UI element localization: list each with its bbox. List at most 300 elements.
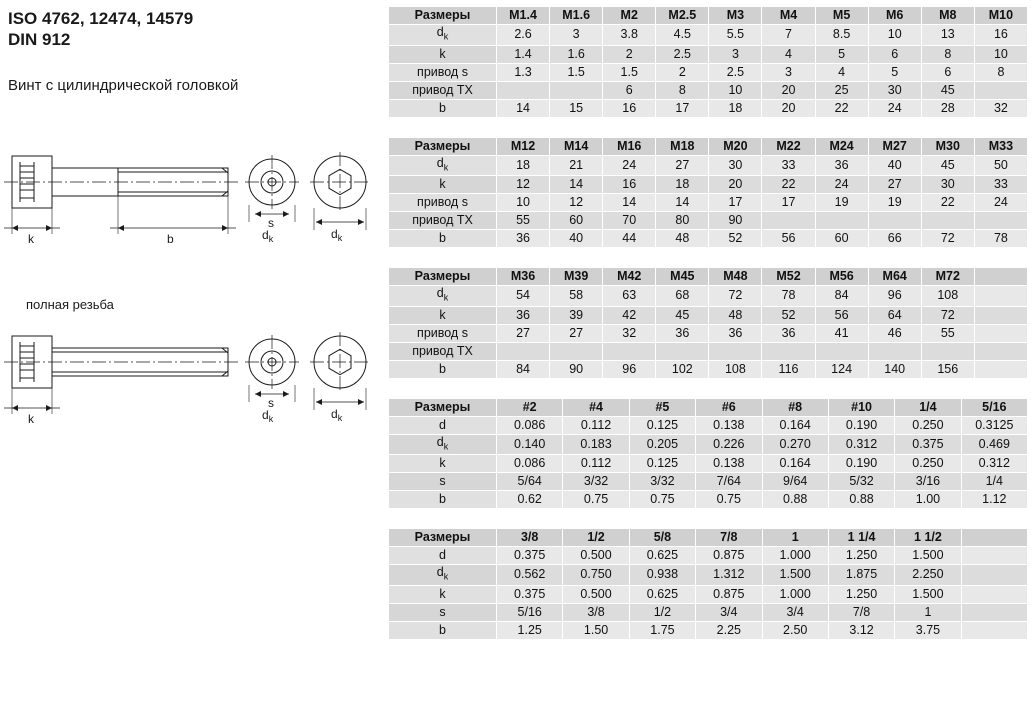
table-cell: 36 bbox=[497, 306, 550, 324]
table-cell: 96 bbox=[603, 360, 656, 378]
header-cell-size: M14 bbox=[550, 137, 603, 155]
table-cell: 60 bbox=[550, 212, 603, 230]
row-label: s bbox=[389, 603, 497, 621]
row-label: k bbox=[389, 455, 497, 473]
table-header-row bbox=[389, 398, 1028, 416]
table-cell bbox=[961, 565, 1027, 586]
table-cell: 14 bbox=[497, 99, 550, 117]
table-cell bbox=[868, 342, 921, 360]
table-cell: 48 bbox=[709, 306, 762, 324]
table-cell: 45 bbox=[921, 155, 974, 176]
header-cell-size bbox=[961, 529, 1027, 547]
table-cell: 56 bbox=[815, 306, 868, 324]
table-cell: 0.625 bbox=[629, 547, 695, 565]
table-cell: 1.5 bbox=[603, 63, 656, 81]
table-cell bbox=[550, 342, 603, 360]
table-cell: 0.75 bbox=[563, 491, 629, 509]
table-cell: 2.250 bbox=[895, 565, 961, 586]
table-cell bbox=[961, 621, 1027, 639]
table-cell: 7/8 bbox=[828, 603, 894, 621]
table-cell: 0.164 bbox=[762, 416, 828, 434]
table-cell: 4 bbox=[762, 45, 815, 63]
table-cell: 30 bbox=[868, 81, 921, 99]
table-cell: 0.112 bbox=[563, 416, 629, 434]
table-cell: 33 bbox=[762, 155, 815, 176]
table-cell: 22 bbox=[762, 176, 815, 194]
table-cell: 64 bbox=[868, 306, 921, 324]
table-cell: 20 bbox=[762, 99, 815, 117]
table-cell: 5.5 bbox=[709, 25, 762, 46]
header-cell-size: M36 bbox=[497, 268, 550, 286]
table-cell: 0.469 bbox=[961, 434, 1027, 455]
table-cell: 20 bbox=[762, 81, 815, 99]
table-cell: 3 bbox=[550, 25, 603, 46]
table-cell bbox=[974, 360, 1027, 378]
table-row bbox=[389, 306, 1028, 324]
table-header-row bbox=[389, 268, 1028, 286]
table-cell: 1.75 bbox=[629, 621, 695, 639]
table-cell: 60 bbox=[815, 230, 868, 248]
table-row bbox=[389, 416, 1028, 434]
row-label-text: d bbox=[436, 434, 444, 449]
row-label: привод s bbox=[389, 63, 497, 81]
table-cell: 45 bbox=[921, 81, 974, 99]
table-cell bbox=[815, 212, 868, 230]
header-cell-size: #10 bbox=[828, 398, 894, 416]
table-cell: 1 bbox=[895, 603, 961, 621]
table-cell: 0.62 bbox=[497, 491, 563, 509]
table-cell: 20 bbox=[709, 176, 762, 194]
row-label: b bbox=[389, 360, 497, 378]
table-cell: 0.88 bbox=[762, 491, 828, 509]
header-cell-size: M3 bbox=[709, 7, 762, 25]
table-cell: 3/8 bbox=[563, 603, 629, 621]
label-dk-3: $d_k$ bbox=[262, 408, 274, 424]
row-label-subscript: k bbox=[443, 31, 449, 42]
table-cell bbox=[974, 342, 1027, 360]
table-cell: 108 bbox=[709, 360, 762, 378]
header-cell-size: M16 bbox=[603, 137, 656, 155]
header-cell-size: M42 bbox=[603, 268, 656, 286]
table-cell: 45 bbox=[656, 306, 709, 324]
table-cell: 8 bbox=[974, 63, 1027, 81]
table-row bbox=[389, 324, 1028, 342]
table-cell: 8 bbox=[921, 45, 974, 63]
table-cell: 66 bbox=[868, 230, 921, 248]
table-cell: 78 bbox=[974, 230, 1027, 248]
table-cell: 12 bbox=[497, 176, 550, 194]
table-cell: 56 bbox=[762, 230, 815, 248]
table-cell: 1/2 bbox=[629, 603, 695, 621]
label-dk-1: $d_k$ bbox=[262, 228, 274, 244]
row-label: привод ТХ bbox=[389, 212, 497, 230]
row-label bbox=[389, 155, 497, 176]
table-cell: 0.125 bbox=[629, 416, 695, 434]
table-cell bbox=[550, 81, 603, 99]
header-cell-size-label: Размеры bbox=[389, 268, 497, 286]
table-cell bbox=[868, 212, 921, 230]
table-cell: 0.375 bbox=[497, 547, 563, 565]
label-s-2: s bbox=[268, 396, 274, 410]
table-cell: 10 bbox=[868, 25, 921, 46]
header-cell-size: 7/8 bbox=[696, 529, 762, 547]
table-cell: 4.5 bbox=[656, 25, 709, 46]
header-cell-size: M72 bbox=[921, 268, 974, 286]
row-label bbox=[389, 434, 497, 455]
table-cell: 50 bbox=[974, 155, 1027, 176]
table-cell: 44 bbox=[603, 230, 656, 248]
header-cell-size: M18 bbox=[656, 137, 709, 155]
label-dk-2: $d_k$ bbox=[331, 227, 343, 243]
row-label-subscript: k bbox=[443, 162, 449, 172]
dimension-table-metric-2 bbox=[388, 137, 1028, 249]
table-cell: 1.875 bbox=[828, 565, 894, 586]
table-row bbox=[389, 194, 1028, 212]
table-cell: 6 bbox=[603, 81, 656, 99]
table-cell: 13 bbox=[921, 25, 974, 46]
table-cell: 19 bbox=[815, 194, 868, 212]
table-cell: 0.086 bbox=[497, 416, 563, 434]
table-cell: 24 bbox=[974, 194, 1027, 212]
table-row bbox=[389, 455, 1028, 473]
table-cell: 0.270 bbox=[762, 434, 828, 455]
table-cell: 18 bbox=[497, 155, 550, 176]
table-cell: 3/4 bbox=[762, 603, 828, 621]
table-row bbox=[389, 565, 1028, 586]
header-cell-size: M56 bbox=[815, 268, 868, 286]
header-cell-size: M1.4 bbox=[497, 7, 550, 25]
row-label: b bbox=[389, 99, 497, 117]
table-cell bbox=[497, 342, 550, 360]
row-label: привод s bbox=[389, 324, 497, 342]
table-cell bbox=[921, 212, 974, 230]
table-cell: 90 bbox=[709, 212, 762, 230]
header-cell-size-label: Размеры bbox=[389, 398, 497, 416]
table-cell: 1.6 bbox=[550, 45, 603, 63]
table-cell: 16 bbox=[974, 25, 1027, 46]
table-cell bbox=[974, 286, 1027, 307]
table-cell: 3.8 bbox=[603, 25, 656, 46]
table-cell: 2.5 bbox=[656, 45, 709, 63]
table-cell: 0.88 bbox=[828, 491, 894, 509]
table-cell: 30 bbox=[921, 176, 974, 194]
table-cell: 1.000 bbox=[762, 547, 828, 565]
table-row bbox=[389, 81, 1028, 99]
header-cell-size: M64 bbox=[868, 268, 921, 286]
table-cell: 0.250 bbox=[895, 416, 961, 434]
table-cell: 18 bbox=[656, 176, 709, 194]
table-cell: 1.25 bbox=[497, 621, 563, 639]
table-cell: 3/32 bbox=[563, 473, 629, 491]
header-cell-size: M5 bbox=[815, 7, 868, 25]
header-cell-size: M1.6 bbox=[550, 7, 603, 25]
table-cell: 1.3 bbox=[497, 63, 550, 81]
table-cell: 25 bbox=[815, 81, 868, 99]
table-cell: 14 bbox=[656, 194, 709, 212]
table-cell: 96 bbox=[868, 286, 921, 307]
table-row bbox=[389, 212, 1028, 230]
table-cell: 68 bbox=[656, 286, 709, 307]
header-cell-size: M20 bbox=[709, 137, 762, 155]
table-cell: 0.3125 bbox=[961, 416, 1027, 434]
row-label: k bbox=[389, 176, 497, 194]
table-cell: 1.500 bbox=[895, 585, 961, 603]
header-cell-size: M27 bbox=[868, 137, 921, 155]
header-cell-size: M48 bbox=[709, 268, 762, 286]
table-cell: 0.938 bbox=[629, 565, 695, 586]
dimension-tables bbox=[388, 6, 1028, 659]
table-cell: 5/32 bbox=[828, 473, 894, 491]
table-cell: 0.250 bbox=[895, 455, 961, 473]
table-row bbox=[389, 434, 1028, 455]
row-label: k bbox=[389, 306, 497, 324]
table-cell: 1.50 bbox=[563, 621, 629, 639]
row-label: b bbox=[389, 491, 497, 509]
page-title bbox=[8, 8, 386, 51]
table-cell: 1.00 bbox=[895, 491, 961, 509]
table-cell: 90 bbox=[550, 360, 603, 378]
table-header-row bbox=[389, 137, 1028, 155]
table-cell: 9/64 bbox=[762, 473, 828, 491]
table-row bbox=[389, 603, 1028, 621]
table-cell: 1.4 bbox=[497, 45, 550, 63]
table-cell bbox=[497, 81, 550, 99]
table-cell: 1.312 bbox=[696, 565, 762, 586]
table-cell: 46 bbox=[868, 324, 921, 342]
table-cell: 14 bbox=[550, 176, 603, 194]
table-cell: 78 bbox=[762, 286, 815, 307]
table-cell: 124 bbox=[815, 360, 868, 378]
table-cell: 33 bbox=[974, 176, 1027, 194]
table-cell bbox=[921, 342, 974, 360]
table-cell: 2 bbox=[603, 45, 656, 63]
table-cell: 2.6 bbox=[497, 25, 550, 46]
table-cell bbox=[961, 603, 1027, 621]
table-row bbox=[389, 176, 1028, 194]
table-cell: 3/16 bbox=[895, 473, 961, 491]
table-cell: 0.086 bbox=[497, 455, 563, 473]
table-cell: 17 bbox=[656, 99, 709, 117]
table-cell bbox=[961, 547, 1027, 565]
table-cell: 10 bbox=[709, 81, 762, 99]
table-cell: 5 bbox=[815, 45, 868, 63]
table-cell: 5 bbox=[868, 63, 921, 81]
header-cell-size: M2 bbox=[603, 7, 656, 25]
table-cell: 16 bbox=[603, 99, 656, 117]
table-row bbox=[389, 621, 1028, 639]
row-label bbox=[389, 565, 497, 586]
table-cell: 15 bbox=[550, 99, 603, 117]
table-cell: 0.312 bbox=[961, 455, 1027, 473]
table-cell: 0.190 bbox=[828, 416, 894, 434]
header-cell-size: M52 bbox=[762, 268, 815, 286]
table-row bbox=[389, 491, 1028, 509]
table-row bbox=[389, 547, 1028, 565]
table-cell: 4 bbox=[815, 63, 868, 81]
table-row bbox=[389, 286, 1028, 307]
table-cell bbox=[815, 342, 868, 360]
table-row bbox=[389, 342, 1028, 360]
table-cell: 32 bbox=[974, 99, 1027, 117]
table-cell: 102 bbox=[656, 360, 709, 378]
table-cell: 0.140 bbox=[497, 434, 563, 455]
table-row bbox=[389, 360, 1028, 378]
header-cell-size: #2 bbox=[497, 398, 563, 416]
header-cell-size: 1 1/2 bbox=[895, 529, 961, 547]
table-cell: 70 bbox=[603, 212, 656, 230]
header-cell-size: #4 bbox=[563, 398, 629, 416]
dimension-table-metric-3 bbox=[388, 267, 1028, 379]
table-cell: 1.5 bbox=[550, 63, 603, 81]
label-dk-4: $d_k$ bbox=[331, 407, 343, 423]
table-cell: 3 bbox=[762, 63, 815, 81]
table-cell: 0.562 bbox=[497, 565, 563, 586]
table-cell: 0.875 bbox=[696, 585, 762, 603]
table-cell: 36 bbox=[709, 324, 762, 342]
table-cell: 14 bbox=[603, 194, 656, 212]
header-cell-size: 1 bbox=[762, 529, 828, 547]
header-cell-size: M39 bbox=[550, 268, 603, 286]
header-cell-size-label: Размеры bbox=[389, 7, 497, 25]
table-cell: 22 bbox=[815, 99, 868, 117]
dimension-table-inch-1 bbox=[388, 398, 1028, 510]
table-cell: 27 bbox=[497, 324, 550, 342]
table-cell: 0.625 bbox=[629, 585, 695, 603]
table-cell: 27 bbox=[868, 176, 921, 194]
row-label bbox=[389, 286, 497, 307]
table-cell: 3.12 bbox=[828, 621, 894, 639]
header-cell-size: M30 bbox=[921, 137, 974, 155]
table-cell: 1.500 bbox=[762, 565, 828, 586]
row-label: k bbox=[389, 585, 497, 603]
table-cell: 0.190 bbox=[828, 455, 894, 473]
table-cell: 0.138 bbox=[696, 455, 762, 473]
table-cell bbox=[709, 342, 762, 360]
table-cell: 84 bbox=[497, 360, 550, 378]
full-thread-note: полная резьба bbox=[26, 297, 114, 312]
table-cell: 55 bbox=[497, 212, 550, 230]
header-cell-size: 1/4 bbox=[895, 398, 961, 416]
header-cell-size: #8 bbox=[762, 398, 828, 416]
header-cell-size-label: Размеры bbox=[389, 137, 497, 155]
table-cell: 0.500 bbox=[563, 547, 629, 565]
product-subtitle: Винт с цилиндрической головкой bbox=[8, 76, 239, 94]
table-cell: 0.164 bbox=[762, 455, 828, 473]
header-cell-size: 3/8 bbox=[497, 529, 563, 547]
table-cell: 6 bbox=[868, 45, 921, 63]
title-block bbox=[0, 0, 386, 94]
header-cell-size: 1 1/4 bbox=[828, 529, 894, 547]
table-cell: 21 bbox=[550, 155, 603, 176]
table-cell: 0.125 bbox=[629, 455, 695, 473]
table-row bbox=[389, 473, 1028, 491]
row-label: s bbox=[389, 473, 497, 491]
table-cell: 0.75 bbox=[696, 491, 762, 509]
table-cell: 0.112 bbox=[563, 455, 629, 473]
table-header-row bbox=[389, 529, 1028, 547]
left-column bbox=[0, 0, 386, 703]
table-cell: 63 bbox=[603, 286, 656, 307]
table-cell: 6 bbox=[921, 63, 974, 81]
row-label: b bbox=[389, 230, 497, 248]
table-cell: 24 bbox=[868, 99, 921, 117]
table-cell: 2.5 bbox=[709, 63, 762, 81]
table-cell: 48 bbox=[656, 230, 709, 248]
table-row bbox=[389, 155, 1028, 176]
table-cell: 52 bbox=[762, 306, 815, 324]
table-cell: 108 bbox=[921, 286, 974, 307]
header-cell-size: M45 bbox=[656, 268, 709, 286]
table-cell: 3/32 bbox=[629, 473, 695, 491]
header-cell-size: M8 bbox=[921, 7, 974, 25]
row-label-text: d bbox=[436, 155, 444, 170]
table-cell bbox=[762, 342, 815, 360]
table-cell: 2.50 bbox=[762, 621, 828, 639]
table-cell: 0.226 bbox=[696, 434, 762, 455]
table-cell: 40 bbox=[550, 230, 603, 248]
row-label: привод s bbox=[389, 194, 497, 212]
table-cell: 36 bbox=[762, 324, 815, 342]
table-cell: 156 bbox=[921, 360, 974, 378]
standard-line-1: ISO 4762, 12474, 14579 bbox=[8, 9, 194, 28]
row-label-subscript: k bbox=[443, 441, 449, 451]
header-cell-size bbox=[974, 268, 1027, 286]
screw-drawing-full-thread bbox=[0, 322, 386, 440]
header-cell-size: M4 bbox=[762, 7, 815, 25]
table-cell: 2.25 bbox=[696, 621, 762, 639]
row-label: d bbox=[389, 547, 497, 565]
header-cell-size: 5/16 bbox=[961, 398, 1027, 416]
row-label: привод ТХ bbox=[389, 342, 497, 360]
table-cell: 3.75 bbox=[895, 621, 961, 639]
header-cell-size: #6 bbox=[696, 398, 762, 416]
table-cell: 1.12 bbox=[961, 491, 1027, 509]
table-cell: 116 bbox=[762, 360, 815, 378]
table-row bbox=[389, 45, 1028, 63]
table-cell: 0.750 bbox=[563, 565, 629, 586]
table-cell: 55 bbox=[921, 324, 974, 342]
table-cell: 36 bbox=[815, 155, 868, 176]
table-cell bbox=[974, 324, 1027, 342]
header-cell-size: M33 bbox=[974, 137, 1027, 155]
table-cell: 40 bbox=[868, 155, 921, 176]
table-row bbox=[389, 25, 1028, 46]
table-cell: 0.138 bbox=[696, 416, 762, 434]
table-cell: 52 bbox=[709, 230, 762, 248]
header-cell-size: M12 bbox=[497, 137, 550, 155]
table-cell: 30 bbox=[709, 155, 762, 176]
table-cell: 17 bbox=[762, 194, 815, 212]
table-cell: 1.250 bbox=[828, 585, 894, 603]
table-cell: 36 bbox=[497, 230, 550, 248]
row-label-subscript: k bbox=[443, 571, 449, 582]
table-cell: 72 bbox=[921, 230, 974, 248]
table-cell: 10 bbox=[974, 45, 1027, 63]
table-cell: 1.250 bbox=[828, 547, 894, 565]
row-label-subscript: k bbox=[443, 292, 449, 303]
dimension-table-metric-1 bbox=[388, 6, 1028, 118]
table-header-row bbox=[389, 7, 1028, 25]
table-cell: 24 bbox=[815, 176, 868, 194]
table-cell: 7/64 bbox=[696, 473, 762, 491]
table-cell: 8.5 bbox=[815, 25, 868, 46]
table-cell: 36 bbox=[656, 324, 709, 342]
table-cell: 27 bbox=[550, 324, 603, 342]
header-cell-size: M6 bbox=[868, 7, 921, 25]
table-cell: 1/4 bbox=[961, 473, 1027, 491]
table-cell: 5/16 bbox=[497, 603, 563, 621]
table-cell: 80 bbox=[656, 212, 709, 230]
